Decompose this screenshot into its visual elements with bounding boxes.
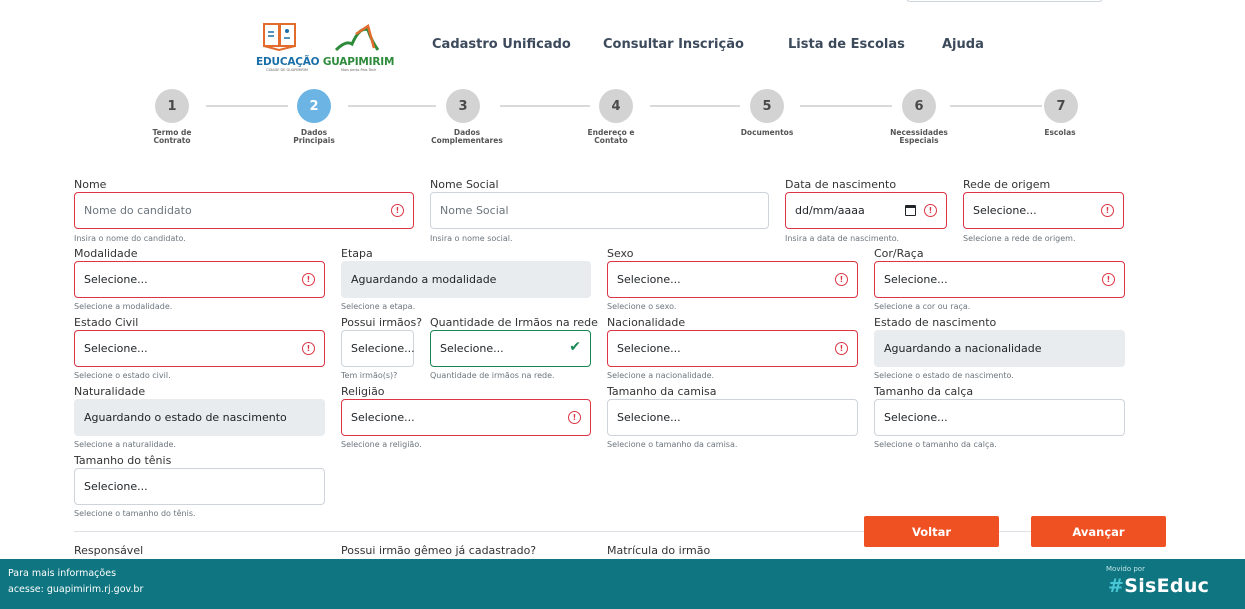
- step-1-circle[interactable]: 1: [155, 89, 189, 123]
- footer-info-line1: Para mais informações: [8, 568, 117, 579]
- irmao-gemeo-label: Possui irmão gêmeo já cadastrado?: [341, 544, 537, 557]
- step-connector: [348, 105, 436, 107]
- nome-social-label: Nome Social: [430, 178, 499, 191]
- step-2-circle[interactable]: 2: [297, 89, 331, 123]
- step-4-label: Endereço e Contato: [587, 128, 635, 145]
- sexo-label: Sexo: [607, 247, 634, 260]
- invalid-icon: !: [835, 273, 848, 286]
- step-3-label: Dados Complementares: [431, 128, 503, 145]
- step-connector: [950, 105, 1042, 107]
- invalid-icon: !: [1102, 273, 1115, 286]
- cor-raca-select[interactable]: Selecione... !: [874, 261, 1125, 298]
- tamanho-tenis-select[interactable]: Selecione...: [74, 468, 325, 505]
- back-button[interactable]: Voltar: [864, 516, 999, 547]
- calendar-icon[interactable]: [905, 205, 916, 216]
- etapa-select: Aguardando a modalidade: [341, 261, 591, 298]
- footer-moved-by: Movido por: [1106, 565, 1145, 573]
- nacionalidade-help: Selecione a nacionalidade.: [607, 371, 715, 380]
- data-nascimento-label: Data de nascimento: [785, 178, 897, 191]
- possui-irmaos-select[interactable]: Selecione...: [341, 330, 414, 367]
- tamanho-tenis-label: Tamanho do tênis: [74, 454, 172, 467]
- nome-label: Nome: [74, 178, 107, 191]
- invalid-icon: !: [302, 342, 315, 355]
- etapa-help: Selecione a etapa.: [341, 302, 416, 311]
- tamanho-tenis-help: Selecione o tamanho do tênis.: [74, 509, 196, 518]
- logo-wordmark: EDUCAÇÃO GUAPIMIRIM: [256, 56, 395, 68]
- data-nascimento-help: Insira a data de nascimento.: [785, 234, 900, 243]
- step-connector: [206, 105, 288, 107]
- step-connector: [800, 105, 892, 107]
- estado-nascimento-select: Aguardando a nacionalidade: [874, 330, 1125, 367]
- step-1-label: Termo de Contrato: [152, 128, 192, 145]
- logo[interactable]: [256, 22, 396, 72]
- logo-tagline: Mais perto Pais Tech: [341, 68, 377, 72]
- estado-civil-label: Estado Civil: [74, 316, 139, 329]
- nav-cadastro-unificado[interactable]: Cadastro Unificado: [432, 37, 571, 52]
- nome-input[interactable]: Nome do candidato !: [74, 192, 414, 229]
- estado-nascimento-label: Estado de nascimento: [874, 316, 997, 329]
- nome-social-help: Insira o nome social.: [430, 234, 513, 243]
- rede-origem-select[interactable]: Selecione... !: [963, 192, 1124, 229]
- step-6-label: Necessidades Especiais: [890, 128, 948, 145]
- cor-raca-label: Cor/Raça: [874, 247, 924, 260]
- step-2-label: Dados Principais: [293, 128, 335, 145]
- invalid-icon: !: [924, 204, 937, 217]
- qtd-irmaos-select[interactable]: Selecione... ✔: [430, 330, 591, 367]
- step-connector: [650, 105, 740, 107]
- modalidade-label: Modalidade: [74, 247, 138, 260]
- tamanho-camisa-help: Selecione o tamanho da camisa.: [607, 440, 738, 449]
- qtd-irmaos-label: Quantidade de Irmãos na rede: [430, 316, 598, 329]
- step-4-circle[interactable]: 4: [599, 89, 633, 123]
- step-7-label: Escolas: [1044, 128, 1076, 137]
- step-5-label: Documentos: [740, 128, 794, 137]
- nacionalidade-select[interactable]: Selecione... !: [607, 330, 858, 367]
- naturalidade-help: Selecione a naturalidade.: [74, 440, 176, 449]
- top-input-edge[interactable]: [906, 0, 1103, 2]
- religiao-help: Selecione a religião.: [341, 440, 422, 449]
- data-nascimento-input[interactable]: dd/mm/aaaa !: [785, 192, 947, 229]
- tamanho-camisa-select[interactable]: Selecione...: [607, 399, 858, 436]
- step-6-circle[interactable]: 6: [902, 89, 936, 123]
- possui-irmaos-label: Possui irmãos?: [341, 316, 423, 329]
- possui-irmaos-help: Tem irmão(s)?: [341, 371, 398, 380]
- nav-ajuda[interactable]: Ajuda: [942, 37, 984, 52]
- siseduc-icon: #: [1108, 575, 1125, 597]
- estado-nascimento-help: Selecione o estado de nascimento.: [874, 371, 1014, 380]
- footer: [0, 559, 1245, 609]
- tamanho-camisa-label: Tamanho da camisa: [607, 385, 717, 398]
- nome-social-input[interactable]: Nome Social: [430, 192, 769, 229]
- estado-civil-select[interactable]: Selecione... !: [74, 330, 325, 367]
- nav-consultar-inscricao[interactable]: Consultar Inscrição: [603, 37, 744, 52]
- modalidade-select[interactable]: Selecione... !: [74, 261, 325, 298]
- next-button[interactable]: Avançar: [1031, 516, 1166, 547]
- tamanho-calca-label: Tamanho da calça: [874, 385, 974, 398]
- responsavel-label: Responsável: [74, 544, 144, 557]
- tamanho-calca-help: Selecione o tamanho da calça.: [874, 440, 997, 449]
- tamanho-calca-select[interactable]: Selecione...: [874, 399, 1125, 436]
- invalid-icon: !: [391, 204, 404, 217]
- invalid-icon: !: [568, 411, 581, 424]
- logo-subtitle: CIDADE DE GUAPIMIRIM: [266, 68, 308, 72]
- step-connector: [500, 105, 590, 107]
- logo-icon: [256, 22, 396, 58]
- matricula-irmao-label: Matrícula do irmão: [607, 544, 711, 557]
- invalid-icon: !: [835, 342, 848, 355]
- rede-origem-help: Selecione a rede de origem.: [963, 234, 1076, 243]
- sexo-help: Selecione o sexo.: [607, 302, 677, 311]
- nacionalidade-label: Nacionalidade: [607, 316, 686, 329]
- step-7-circle[interactable]: 7: [1044, 89, 1078, 123]
- etapa-label: Etapa: [341, 247, 373, 260]
- nav-lista-de-escolas[interactable]: Lista de Escolas: [788, 37, 905, 52]
- estado-civil-help: Selecione o estado civil.: [74, 371, 171, 380]
- qtd-irmaos-help: Quantidade de irmãos na rede.: [430, 371, 555, 380]
- naturalidade-select: Aguardando o estado de nascimento: [74, 399, 325, 436]
- sexo-select[interactable]: Selecione... !: [607, 261, 858, 298]
- naturalidade-label: Naturalidade: [74, 385, 146, 398]
- check-icon: ✔: [569, 339, 581, 355]
- rede-origem-label: Rede de origem: [963, 178, 1051, 191]
- nome-help: Insira o nome do candidato.: [74, 234, 186, 243]
- siseduc-logo[interactable]: #SisEduc: [1108, 575, 1210, 597]
- cor-raca-help: Selecione a cor ou raça.: [874, 302, 971, 311]
- religiao-select[interactable]: Selecione... !: [341, 399, 591, 436]
- invalid-icon: !: [302, 273, 315, 286]
- footer-info-link[interactable]: acesse: guapimirim.rj.gov.br: [8, 584, 144, 595]
- step-5-circle[interactable]: 5: [750, 89, 784, 123]
- religiao-label: Religião: [341, 385, 385, 398]
- modalidade-help: Selecione a modalidade.: [74, 302, 173, 311]
- step-3-circle[interactable]: 3: [446, 89, 480, 123]
- invalid-icon: !: [1101, 204, 1114, 217]
